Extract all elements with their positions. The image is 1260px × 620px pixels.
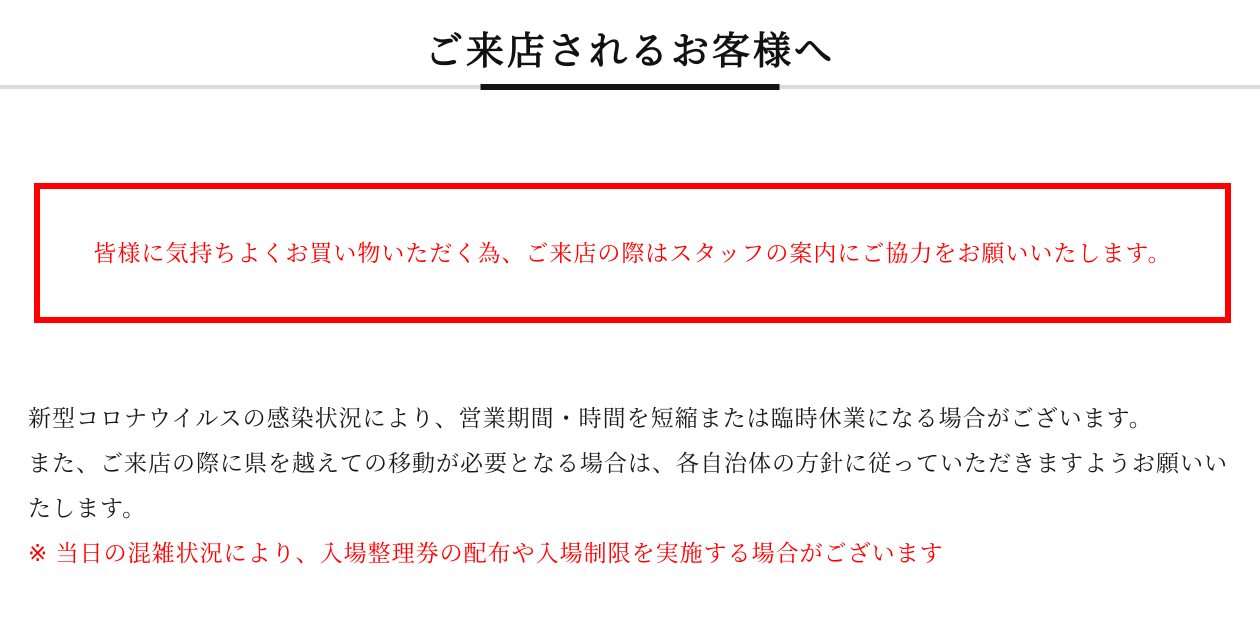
title-underline [481,84,780,90]
red-notice-box [34,183,1231,323]
red-notice-text: 皆様に気持ちよくお買い物いただく為、ご来店の際はスタッフの案内にご協力をお願いいたします。 [93,239,1172,266]
entry-restriction-note: ※ 当日の混雑状況により、入場整理券の配布や入場制限を実施する場合がございます [28,540,944,566]
covid-info-section [0,396,1260,576]
info-paragraph-travel-policy: また、ご来店の際に県を越えての移動が必要となる場合は、各自治体の方針に従っていただきますようお願いいたします。 [28,450,1228,521]
info-paragraph-business-hours: 新型コロナウイルスの感染状況により、営業期間・時間を短縮または臨時休業になる場合がございます。 [28,405,1153,431]
header-divider [0,85,1260,89]
page-title: ご来店されるお客様へ [424,31,835,73]
page-header [0,0,1260,89]
